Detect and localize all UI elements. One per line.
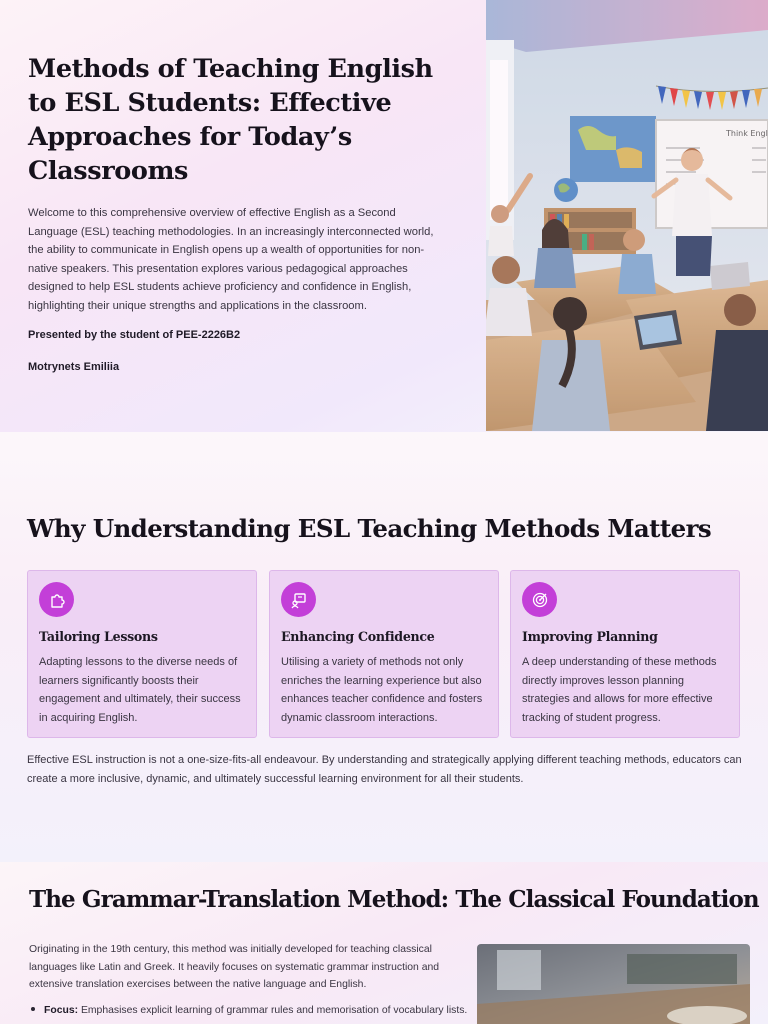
intro-paragraph: Welcome to this comprehensive overview of effective English as a Second Language (ESL) teaching methodologies. In an increasingly interconnected world, the ability to communicate in English opens up a wealth of opportunities for non-native speakers. This presentation explores various pedagogical approaches designed to help ESL students achieve proficiency and confidence in English, highlighting their unique strengths and applications in the classroom.	[28, 207, 434, 312]
focus-bullet	[31, 1005, 471, 1016]
card-title: Tailoring Lessons	[39, 629, 158, 644]
bullet-label: Focus:	[44, 1005, 79, 1016]
board-text: Think Engl	[726, 129, 768, 138]
card-improving-planning	[510, 570, 740, 738]
puzzle-icon	[39, 582, 74, 617]
author-name: Motrynets Emiliia	[28, 361, 120, 373]
target-icon	[522, 582, 557, 617]
slide3-title: The Grammar-Translation Method: The Classical Foundation	[29, 886, 759, 913]
bullet-dot-icon	[31, 1007, 35, 1011]
origin-paragraph: Originating in the 19th century, this method was initially developed for teaching classical languages like Latin and Greek. It heavily focuses on systematic grammar instruction and extensive translation exercises between the native language and English.	[29, 944, 440, 991]
classroom-photo-2	[477, 944, 750, 1024]
card-text: A deep understanding of these methods directly improves lesson planning strategies and allows for more effective tracking of student progress.	[522, 656, 717, 724]
card-enhancing-confidence	[269, 570, 499, 738]
title-slide	[0, 0, 768, 432]
card-title: Improving Planning	[522, 629, 658, 644]
bullet-text: Emphasises explicit learning of grammar rules and memorisation of vocabulary lists.	[78, 1005, 468, 1016]
card-text: Utilising a variety of methods not only enriches the learning experience but also enhances teacher confidence and fosters dynamic classroom interactions.	[281, 656, 483, 724]
card-text: Adapting lessons to the diverse needs of learners significantly boosts their engagement and ultimately, their success in acquiring English.	[39, 656, 241, 724]
classroom-photo	[486, 0, 768, 431]
presentation-title: Methods of Teaching English to ESL Students: Effective Approaches for Today’s Classrooms	[28, 54, 433, 186]
card-tailoring-lessons	[27, 570, 257, 738]
slide2-title: Why Understanding ESL Teaching Methods Matters	[27, 514, 712, 543]
closing-paragraph: Effective ESL instruction is not a one-size-fits-all endeavour. By understanding and strategically applying different teaching methods, educators can create a more inclusive, dynamic, and ultimately successful learning environment for all their students.	[27, 754, 742, 785]
presentation-icon	[281, 582, 316, 617]
card-title: Enhancing Confidence	[281, 629, 435, 644]
presented-by: Presented by the student of PEE-2226B2	[28, 329, 241, 341]
